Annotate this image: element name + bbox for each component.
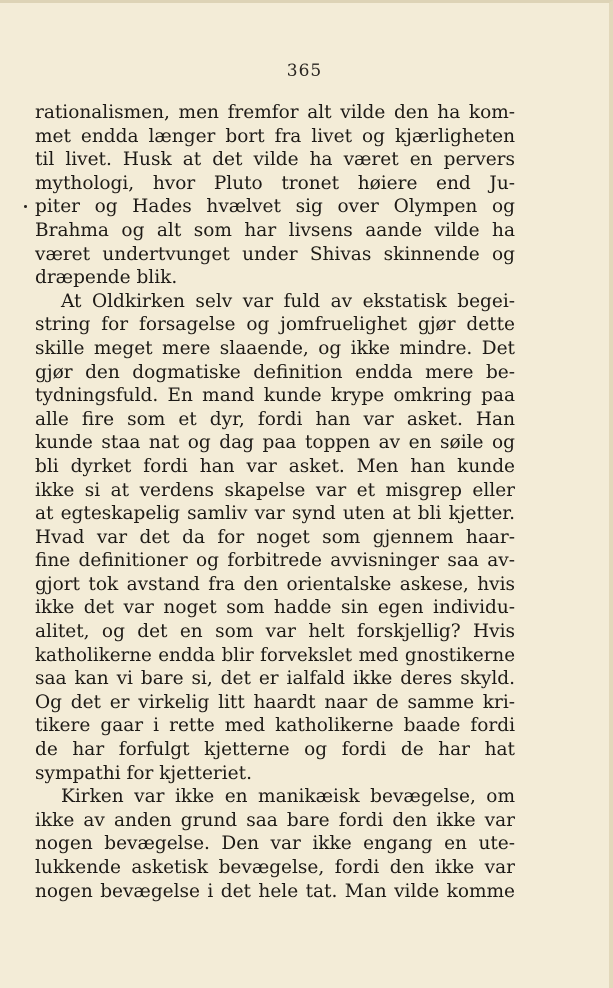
text-line: met endda længer bort fra livet og kjærligheten [35, 125, 515, 147]
text-line: rationalismen, men fremfor alt vilde den ha kom- [35, 102, 515, 123]
text-line: mythologi, hvor Pluto tronet høiere end Ju- [35, 172, 515, 194]
text-line: string for forsagelse og jomfruelighet gjør dette [35, 314, 515, 336]
text-line: dræpende blik. [35, 267, 178, 289]
text-line: gjort tok avstand fra den orientalske askese, hvis [35, 573, 515, 595]
body-text [35, 101, 515, 903]
text-line: fine definitioner og forbitrede avvisninger saa av- [35, 550, 515, 572]
paragraph [35, 785, 515, 903]
text-line: piter og Hades hvælvet sig over Olympen og [35, 196, 515, 218]
text-line: ikke si at verdens skapelse var et misgrep eller [35, 479, 515, 501]
text-line: At Oldkirken selv var fuld av ekstatisk begei- [61, 290, 515, 312]
text-line: saa kan vi bare si, det er ialfald ikke deres skyld. [35, 668, 515, 690]
text-line: skille meget mere slaaende, og ikke mindre. Det [35, 337, 515, 359]
paragraph [35, 290, 515, 785]
text-line: været undertvunget under Shivas skinnende og [35, 243, 515, 265]
text-line: Hvad var det da for noget som gjennem haar- [35, 526, 515, 548]
text-line: nogen bevægelse i det hele tat. Man vilde komme [35, 880, 515, 902]
text-line: Og det er virkelig litt haardt naar de samme kri- [35, 691, 515, 713]
page-number: 365 [286, 61, 323, 81]
text-line: Kirken var ikke en manikæisk bevægelse, om [61, 786, 515, 808]
text-line: kunde staa nat og dag paa toppen av en søile og [35, 432, 515, 454]
text-line: ikke det var noget som hadde sin egen individu- [35, 597, 515, 619]
text-line: alle fire som et dyr, fordi han var asket. Han [35, 408, 515, 430]
text-line: ikke av anden grund saa bare fordi den ikke var [35, 809, 515, 831]
text-line: at egteskapelig samliv var synd uten at bli kjetter. [35, 503, 515, 525]
text-line: alitet, og det en som var helt forskjellig? Hvis [35, 621, 515, 643]
text-line: sympathi for kjetteriet. [35, 762, 252, 784]
text-line: til livet. Husk at det vilde ha været en pervers [35, 149, 515, 171]
text-line: Brahma og alt som har livsens aande vilde ha [35, 219, 515, 241]
margin-mark [24, 205, 27, 208]
text-line: tikere gaar i rette med katholikerne baade fordi [35, 715, 515, 737]
paragraph [35, 101, 515, 290]
text-line: bli dyrket fordi han var asket. Men han kunde [35, 455, 515, 477]
text-line: lukkende asketisk bevægelse, fordi den ikke var [35, 857, 515, 878]
text-line: gjør den dogmatiske definition endda mere be- [35, 361, 515, 383]
text-line: nogen bevægelse. Den var ikke engang en ute- [35, 833, 515, 855]
text-line: katholikerne endda blir forvekslet med gnostikerne [35, 644, 515, 666]
text-line: de har forfulgt kjetterne og fordi de har hat [35, 739, 515, 761]
text-line: tydningsfuld. En mand kunde krype omkring paa [35, 385, 515, 407]
